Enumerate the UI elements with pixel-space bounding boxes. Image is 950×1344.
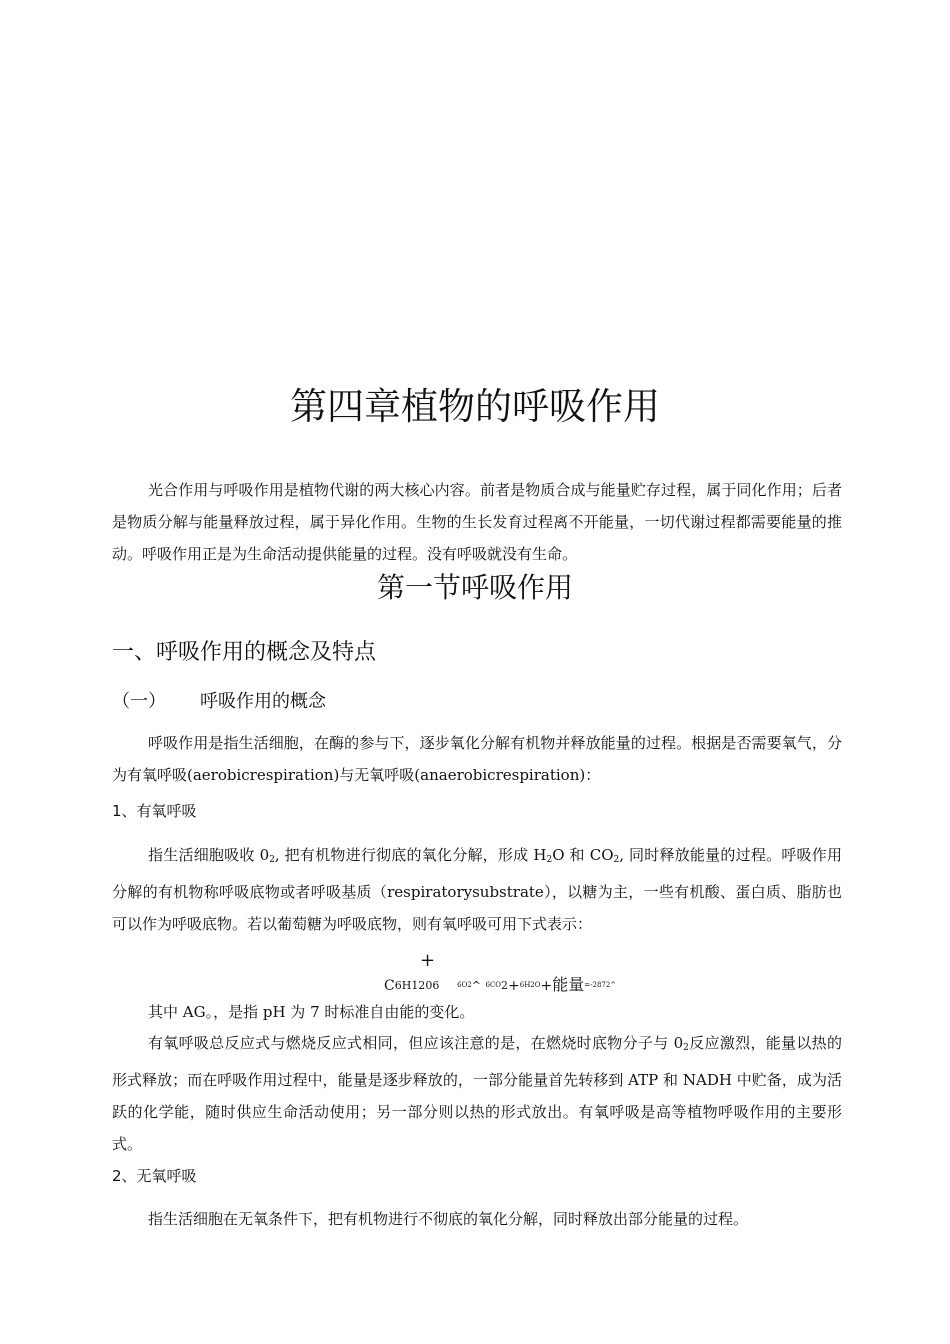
heading-concept xyxy=(112,688,326,716)
chapter-title: 第四章植物的呼吸作用 xyxy=(290,385,660,428)
heading-number: （一） xyxy=(112,691,166,712)
aerobic-paragraph: 指生活细胞吸收 $0_2$, 把有机物进行彻底的氧化分解，形成 $H_2O$ 和 $CO_2$, 同时释放能量的过程。呼吸作用分解的有机物称呼吸底物或者呼吸基质（respiratorysubstrate），以糖为主，一些有机酸、蛋白质、脂肪也可以作为呼吸底物。若以葡萄糖为呼吸底物，则有氧呼吸可用下式表示： xyxy=(112,846,843,933)
heading-text: 呼吸作用的概念 xyxy=(200,691,326,712)
intro-paragraph: 光合作用与呼吸作用是植物代谢的两大核心内容。前者是物质合成与能量贮存过程，属于同化作用；后者是物质分解与能量释放过程，属于异化作用。生物的生长发育过程离不开能量，一切代谢过程都需要能量的推动。呼吸作用正是为生命活动提供能量的过程。没有呼吸就没有生命。 xyxy=(112,481,842,563)
delta-g-note: 其中 AG。，是指 pH 为 7 时标准自由能的变化。 xyxy=(148,1003,475,1021)
respiration-formula: C6H1206 $^{6O2}$^ $^{6CO}$2+$^{6H2O}$+能量$^{=-2872\^{}}$ xyxy=(384,975,617,994)
anaerobic-heading: 2、无氧呼吸 xyxy=(112,1167,197,1185)
definition-paragraph: 呼吸作用是指生活细胞，在酶的参与下，逐步氧化分解有机物并释放能量的过程。根据是否需要氧气，分为有氧呼吸(aerobicrespiration)与无氧呼吸(anaerobicrespiration)： xyxy=(112,734,842,784)
anaerobic-paragraph: 指生活细胞在无氧条件下，把有机物进行不彻底的氧化分解，同时释放出部分能量的过程。 xyxy=(148,1210,749,1228)
aerobic-heading: 1、有氧呼吸 xyxy=(112,802,197,820)
formula-plus-sign: + xyxy=(420,950,436,971)
aerobic-combustion-paragraph: 有氧呼吸总反应式与燃烧反应式相同，但应该注意的是，在燃烧时底物分子与 $0_2$反应激烈，能量以热的形式释放；而在呼吸作用过程中，能量是逐步释放的，一部分能量首先转移到 ATP 和 NADH 中贮备，成为活跃的化学能，随时供应生命活动使用；另一部分则以热的形式放出。有氧呼吸是高等植物呼吸作用的主要形式。 xyxy=(112,1034,842,1153)
heading-concept-and-features: 一、呼吸作用的概念及特点 xyxy=(112,640,377,665)
section-title: 第一节呼吸作用 xyxy=(376,571,573,604)
